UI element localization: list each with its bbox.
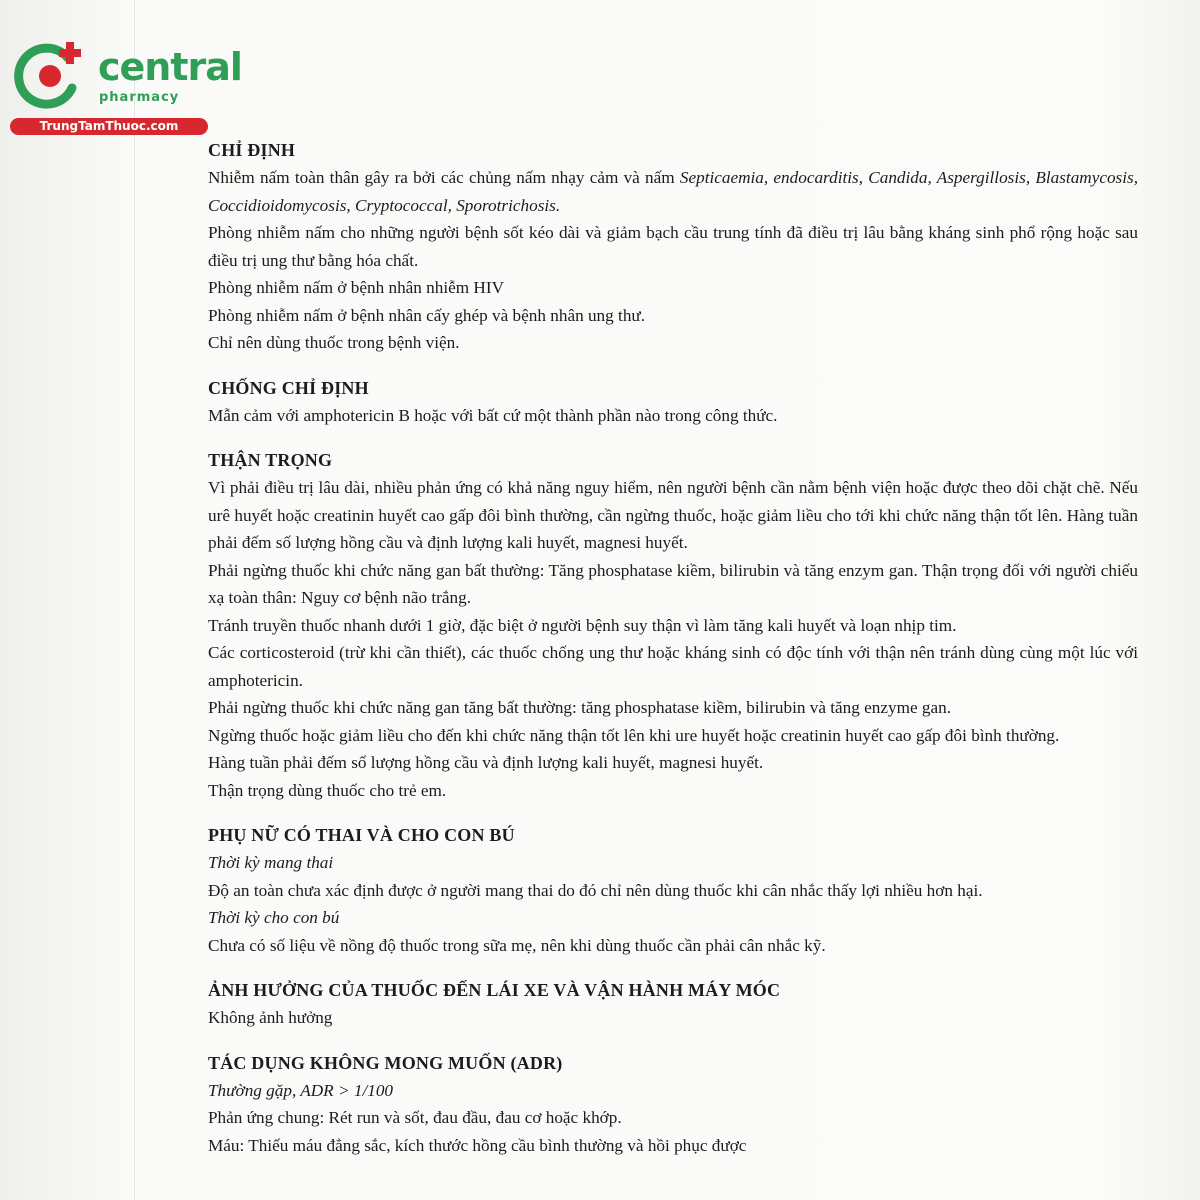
paragraph: Vì phải điều trị lâu dài, nhiều phản ứng có khả năng nguy hiểm, nên người bệnh cần nằm bệnh viện hoặc được theo dõi chặt chẽ. Nếu urê huyết hoặc creatinin huyết cao gấp đôi bình thường, cần ngừng thuốc, hoặc giảm liều cho tới khi chức năng thận tốt lên. Hàng tuần phải đếm số lượng hồng cầu và định lượng kali huyết, magnesi huyết. [208,478,1138,552]
section-phu-nu-co-thai [208,821,1138,959]
paragraph: Thận trọng dùng thuốc cho trẻ em. [208,780,447,800]
paragraph: Ngừng thuốc hoặc giảm liều cho đến khi chức năng thận tốt lên khi ure huyết hoặc creatinin huyết cao gấp đôi bình thường. [208,725,1060,745]
logo-site-banner: TrungTamThuoc.com [10,118,208,135]
paragraph: Các corticosteroid (trừ khi cần thiết), các thuốc chống ung thư hoặc kháng sinh có độc tính với thận nên tránh dùng cùng một lúc với amphotericin. [208,643,1138,690]
section-heading: PHỤ NỮ CÓ THAI VÀ CHO CON BÚ [208,825,515,845]
section-heading: CHỈ ĐỊNH [208,140,296,160]
section-heading: CHỐNG CHỈ ĐỊNH [208,377,369,398]
section-heading: THẬN TRỌNG [208,450,333,470]
page-edge-divider [134,0,135,1200]
paragraph: Máu: Thiếu máu đẳng sắc, kích thước hồng cầu bình thường và hồi phục được [208,1135,747,1155]
paragraph [208,164,1138,219]
subheading: Thường gặp, ADR > 1/100 [208,1080,394,1100]
document-body [208,136,1138,1176]
section-heading: TÁC DỤNG KHÔNG MONG MUỐN (ADR) [208,1052,563,1073]
logo-brand-text: central [98,45,242,89]
paragraph: Phải ngừng thuốc khi chức năng gan bất thường: Tăng phosphatase kiềm, bilirubin và tăng enzym gan. Thận trọng đối với người chiếu xạ toàn thân: Nguy cơ bệnh não trắng. [208,560,1138,607]
section-lai-xe [208,976,1138,1032]
central-pharmacy-logo [10,36,242,136]
paragraph: Tránh truyền thuốc nhanh dưới 1 giờ, đặc biệt ở người bệnh suy thận vì làm tăng kali huyết và loạn nhịp tim. [208,615,957,635]
paragraph: Phải ngừng thuốc khi chức năng gan tăng bất thường: tăng phosphatase kiềm, bilirubin và tăng enzyme gan. [208,698,951,717]
paragraph: Phản ứng chung: Rét run và sốt, đau đầu, đau cơ hoặc khớp. [208,1108,622,1127]
section-than-trong [208,446,1138,804]
paragraph: Hàng tuần phải đếm số lượng hồng cầu và định lượng kali huyết, magnesi huyết. [208,753,764,772]
section-chi-dinh [208,136,1138,357]
paragraph: Không ảnh hưởng [208,1008,333,1027]
paragraph: Chỉ nên dùng thuốc trong bệnh viện. [208,333,460,352]
logo-c-cross-icon [10,36,90,116]
paragraph: Phòng nhiễm nấm ở bệnh nhân cấy ghép và bệnh nhân ung thư. [208,305,646,325]
subheading: Thời kỳ cho con bú [208,908,340,927]
paragraph: Phòng nhiễm nấm cho những người bệnh sốt kéo dài và giảm bạch cầu trung tính đã điều trị lâu bằng kháng sinh phổ rộng hoặc sau điều trị ung thư bằng hóa chất. [208,223,1138,270]
section-heading: ẢNH HƯỞNG CỦA THUỐC ĐẾN LÁI XE VÀ VẬN HÀNH MÁY MÓC [208,980,781,1000]
paragraph: Phòng nhiễm nấm ở bệnh nhân nhiễm HIV [208,278,504,297]
subheading: Thời kỳ mang thai [208,853,334,872]
section-adr [208,1049,1138,1160]
paragraph: Mẫn cảm với amphotericin B hoặc với bất cứ một thành phần nào trong công thức. [208,405,778,425]
logo-sub-text: pharmacy [99,90,180,105]
paragraph: Chưa có số liệu về nồng độ thuốc trong sữa mẹ, nên khi dùng thuốc cần phải cân nhắc kỹ. [208,935,826,955]
paragraph: Độ an toàn chưa xác định được ở người mang thai do đó chỉ nên dùng thuốc khi cân nhắc thấy lợi nhiều hơn hại. [208,880,983,900]
paragraph-text: Nhiễm nấm toàn thân gây ra bởi các chủng nấm nhạy cảm và nấm [208,168,680,187]
section-chong-chi-dinh [208,374,1138,430]
paragraph-italic-text: Septicaemia, endocarditis, Candida, Aspergillosis, Blastamycosis, Coccidioidomycosis, Cryptococcal, Sporotrichosis. [208,168,1138,215]
